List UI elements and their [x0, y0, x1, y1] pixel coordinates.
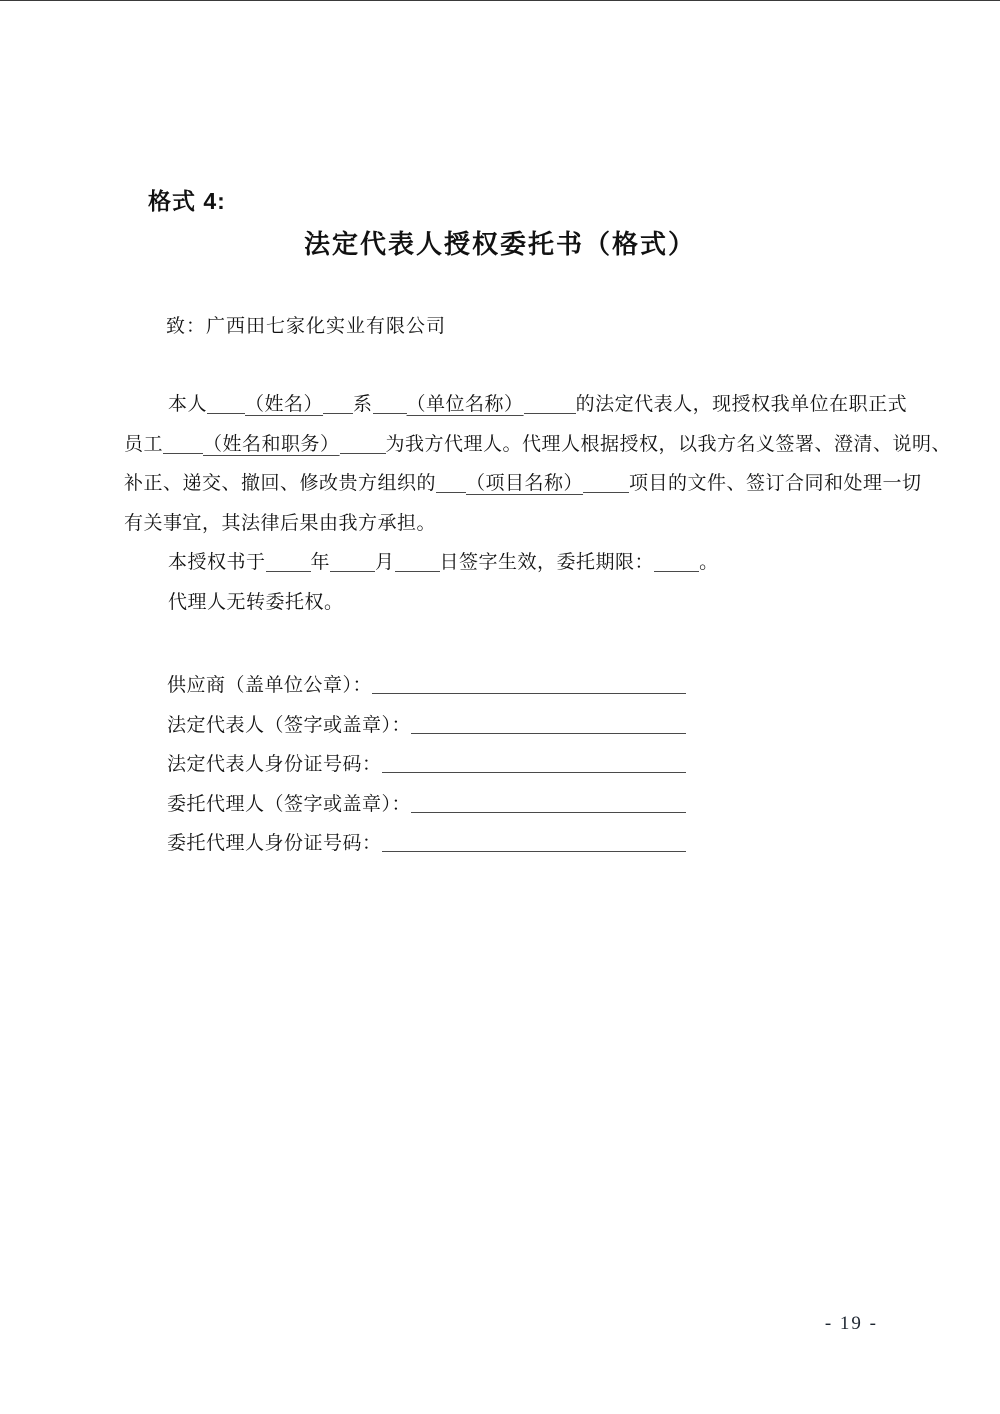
text-run: （姓名） — [245, 394, 324, 415]
body-line-no-subdelegation — [124, 583, 869, 623]
text-run: 补正、递交、撤回、修改贵方组织的 — [124, 473, 437, 494]
blank-underline — [395, 551, 440, 572]
signature-label: 法定代表人身份证号码： — [167, 754, 382, 776]
text-run: 为我方代理人。代理人根据授权，以我方名义签署、澄清、说明、 — [385, 433, 952, 455]
signature-label: 委托代理人身份证号码： — [167, 832, 382, 854]
text-run: （姓名和职务） — [203, 433, 340, 455]
signature-label: 供应商（盖单位公章）： — [167, 675, 373, 697]
text-run: 系 — [353, 394, 373, 415]
body-line-1 — [124, 385, 908, 425]
signature-blank-underline — [382, 771, 686, 773]
body-line-2 — [124, 425, 952, 465]
signature-blank-underline — [411, 811, 686, 813]
body-line-effective-date — [124, 543, 869, 583]
blank-underline — [654, 551, 699, 572]
text-run: （项目名称） — [466, 473, 584, 494]
signature-blank-underline — [372, 692, 686, 694]
blank-underline — [340, 433, 386, 454]
body-paragraphs — [124, 385, 952, 622]
text-run: 本人 — [168, 394, 208, 415]
format-label: 格式 4: — [148, 188, 226, 214]
signature-block — [167, 663, 686, 860]
blank-underline — [207, 393, 245, 414]
text-run: 有关事宜，其法律后果由我方承担。 — [124, 512, 437, 534]
text-run: 的法定代表人，现授权我单位在职正式 — [575, 394, 908, 415]
recipient-line: 致：广西田七家化实业有限公司 — [166, 316, 447, 337]
blank-underline — [330, 551, 375, 572]
text-run: 日签字生效，委托期限： — [439, 552, 655, 573]
text-run: 代理人无转委托权。 — [168, 591, 344, 613]
body-line-4 — [124, 504, 869, 544]
signature-row-supplier — [167, 663, 686, 702]
blank-underline — [524, 393, 576, 414]
text-run: （单位名称） — [406, 394, 524, 415]
body-line-3 — [124, 464, 922, 504]
signature-row-agent-id — [167, 821, 686, 860]
signature-label: 委托代理人（签字或盖章）： — [167, 793, 412, 815]
text-run: 员工 — [124, 433, 164, 455]
text-run: 本授权书于 — [168, 552, 266, 573]
text-run: 项目的文件、签订合同和处理一切 — [629, 473, 922, 494]
signature-blank-underline — [382, 850, 686, 852]
text-run: 年 — [310, 552, 331, 573]
blank-underline — [583, 472, 629, 493]
page-number: - 19 - — [824, 1313, 878, 1334]
text-run: 月 — [375, 552, 395, 573]
blank-underline — [436, 472, 466, 493]
blank-underline — [373, 393, 407, 414]
signature-row-agent-sign — [167, 781, 686, 820]
blank-underline — [266, 551, 311, 572]
signature-row-legal-rep-id — [167, 742, 686, 781]
blank-underline — [163, 433, 203, 454]
text-run: 。 — [699, 552, 719, 573]
blank-underline — [323, 393, 353, 414]
signature-label: 法定代表人（签字或盖章）： — [167, 714, 412, 736]
signature-blank-underline — [411, 732, 686, 734]
document-title: 法定代表人授权委托书（格式） — [303, 230, 696, 259]
signature-row-legal-rep-sign — [167, 702, 686, 741]
